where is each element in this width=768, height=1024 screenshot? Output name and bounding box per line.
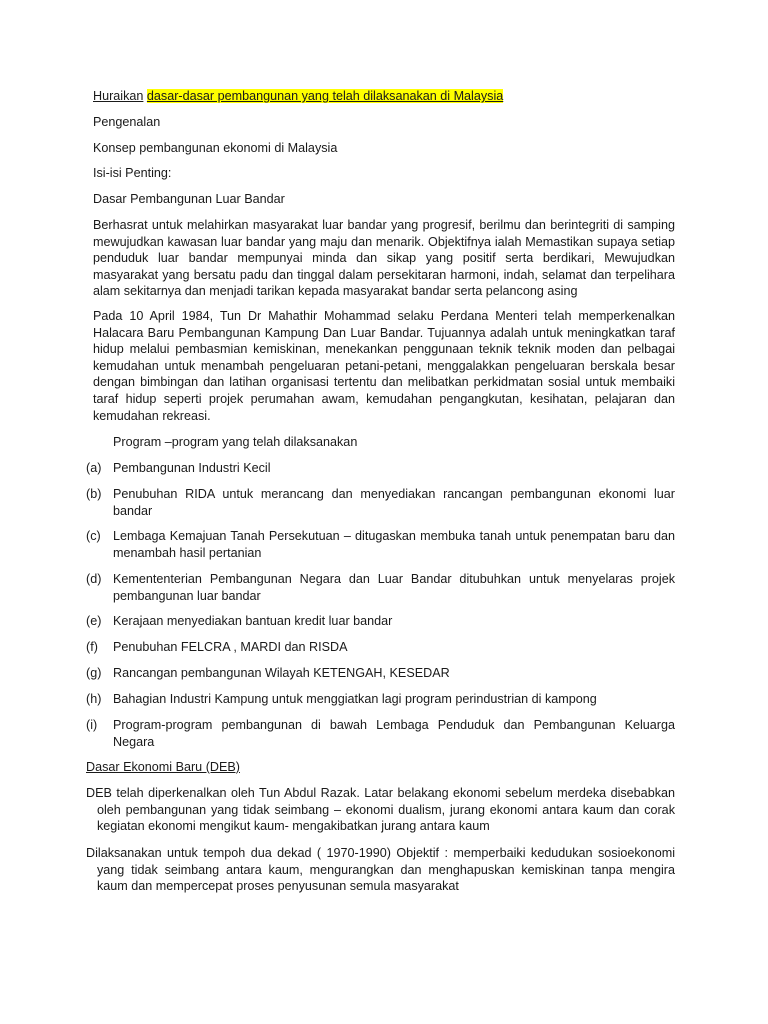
title-prefix: Huraikan	[93, 89, 144, 103]
list-item-text: Lembaga Kemajuan Tanah Persekutuan – ditugaskan membuka tanah untuk penempatan baru dan menambah hasil pertanian	[113, 529, 675, 560]
list-item-label: (e)	[86, 614, 102, 628]
paragraph-luar-bandar-1: Berhasrat untuk melahirkan masyarakat luar bandar yang progresif, berilmu dan berintegriti di samping mewujudkan kawasan luar bandar yang maju dan menarik. Objektifnya ialah Memastikan supaya setiap penduduk luar bandar mempunyai minda dan sikap yang positif serta berdikari, Mewujudkan masyarakat yang bersatu padu dan tinggal dalam persekitaran harmoni, indah, selamat dan terpelihara alam sekitarnya dan menjadi tarikan kepada masyarakat bandar serta pelancong asing	[93, 218, 675, 299]
list-item-text: Bahagian Industri Kampung untuk menggiatkan lagi program perindustrian di kampong	[113, 692, 597, 706]
list-item-label: (f)	[86, 640, 98, 654]
list-item-label: (b)	[86, 487, 102, 501]
list-item-text: Rancangan pembangunan Wilayah KETENGAH, KESEDAR	[113, 666, 450, 680]
list-item-label: (d)	[86, 572, 102, 586]
list-item-text: Kerajaan menyediakan bantuan kredit luar bandar	[113, 614, 393, 628]
subheading-luar-bandar: Dasar Pembangunan Luar Bandar	[93, 192, 285, 206]
section-heading-isi: Isi-isi Penting:	[93, 166, 172, 180]
list-item-text: Pembangunan Industri Kecil	[113, 461, 271, 475]
title-highlight: dasar-dasar pembangunan yang telah dilaksanakan di Malaysia	[146, 89, 504, 103]
paragraph-deb-1: DEB telah diperkenalkan oleh Tun Abdul Razak. Latar belakang ekonomi sebelum merdeka disebabkan oleh pembangunan yang tidak seimbang – ekonomi dualism, jurang ekonomi antara kaum dan corak kegiatan ekonomi mengikut kaum- mengakibatkan jurang antara kaum	[86, 786, 675, 834]
list-item-label: (a)	[86, 461, 102, 475]
list-item-text: Kemententerian Pembangunan Negara dan Luar Bandar ditubuhkan untuk menyelaras projek pembangunan luar bandar	[113, 572, 675, 603]
list-item-label: (g)	[86, 666, 102, 680]
paragraph-luar-bandar-2: Pada 10 April 1984, Tun Dr Mahathir Mohammad selaku Perdana Menteri telah memperkenalkan Halacara Baru Pembangunan Kampung Dan Luar Bandar. Tujuannya adalah untuk meningkatkan taraf hidup melalui pembasmian kemiskinan, menekankan penggunaan teknik teknik moden dan pelbagai kemudahan untuk menambah pengeluaran petani-petani, menggalakkan pengeluaran berskala besar dengan bimbingan dan latihan organisasi tertentu dan melibatkan perkidmatan sosial untuk membaiki taraf hidup seperti projek perumahan awam, kemudahan pengangkutan, kesihatan, pelajaran dan kemudahan rekreasi.	[93, 309, 675, 423]
list-item-text: Penubuhan FELCRA , MARDI dan RISDA	[113, 640, 348, 654]
program-heading: Program –program yang telah dilaksanakan	[113, 435, 358, 449]
section-heading-deb: Dasar Ekonomi Baru (DEB)	[86, 760, 240, 774]
section-heading-pengenalan: Pengenalan	[93, 115, 161, 129]
pengenalan-text: Konsep pembangunan ekonomi di Malaysia	[93, 141, 338, 155]
list-item-label: (i)	[86, 718, 98, 732]
list-item-text: Program-program pembangunan di bawah Lembaga Penduduk dan Pembangunan Keluarga Negara	[113, 718, 675, 749]
list-item-label: (c)	[86, 529, 101, 543]
paragraph-deb-2: Dilaksanakan untuk tempoh dua dekad ( 1970-1990) Objektif : memperbaiki kedudukan sosioekonomi yang tidak seimbang antara kaum, mengurangkan dan menghapuskan kemiskinan tanpa mengira kaum dan mempercepat proses penyusunan semula masyarakat	[86, 846, 675, 894]
list-item-text: Penubuhan RIDA untuk merancang dan menyediakan rancangan pembangunan ekonomi luar bandar	[113, 487, 675, 518]
list-item-label: (h)	[86, 692, 102, 706]
document-title	[93, 88, 503, 104]
